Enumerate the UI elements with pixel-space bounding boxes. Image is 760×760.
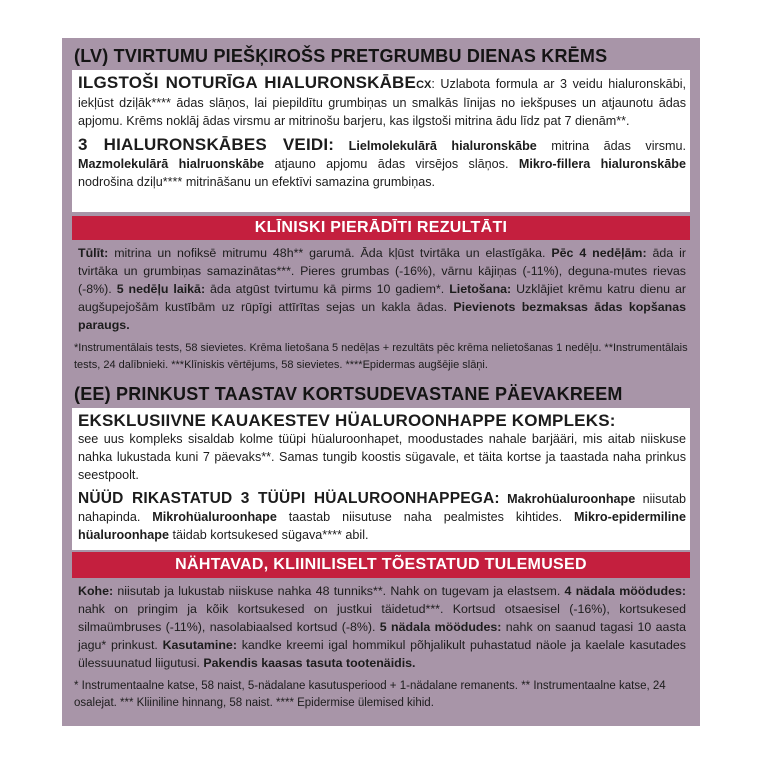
lv-results-t2: āda ir tvirtāka un grumbiņas samazinātas***. Pieres grumbas (-16%), vārnu kājiņas (-11%), deguna-mutes rievas (-8%). [78, 246, 686, 296]
ee-box2-t2: taastab niisutuse naha pealmistes kihtides. [276, 510, 575, 524]
ee-results-text [78, 582, 686, 672]
lv-results-t3: āda atgūst tvirtumu kā pirms 10 gadiem*. [205, 282, 450, 296]
ee-results-t2: nahk on pringim ja kõik kortsukesed on justkui täidetud***. Kortsud otsaesisel (-16%), kortsukesed silmaümbruses (-11%), nasolabiaalsed kortsud (-8%). [78, 602, 686, 634]
lv-box2-heading: 3 HIALURONSKĀBES VEIDI: [78, 135, 335, 154]
lv-info-text [78, 74, 686, 191]
lv-title: (LV) TVIRTUMU PIEŠĶIROŠS PRETGRUMBU DIENAS KRĒMS [74, 46, 608, 66]
lv-results-b3: 5 nedēļu laikā: [116, 282, 206, 296]
ee-box2-b1: Makrohüaluroonhape [507, 492, 636, 506]
lv-box2-t1: mitrina ādas virsmu. [536, 139, 686, 153]
ee-box2-b3: Mikro-epidermiline hüaluroonhape [78, 510, 686, 542]
ee-results-banner: NÄHTAVAD, KLIINILISELT TÕESTATUD TULEMUSED [72, 552, 690, 578]
ee-results-b3: 5 nädala möödudes: [379, 620, 502, 634]
lv-results-t1: mitrina un nofiksē mitrumu 48h** garumā. Āda kļūst tvirtāka un elastīgāka. [108, 246, 552, 260]
ee-footnote: * Instrumentaalne katse, 58 naist, 5-nädalane kasutusperiood + 1-nädalane remanents. ** Instrumentaalne katse, 24 osalejat. *** Kliiniline hinnang, 58 naist. **** Epidermise ülemised kihid. [74, 680, 666, 709]
lv-box2-b2: Mazmolekulārā hialruonskābe [78, 157, 265, 171]
lv-box2-t2: atjauno apjomu ādas virsējos slāņos. [264, 157, 519, 171]
ee-results-t4: kandke kreemi igal hommikul põhjalikult puhastatud näole ja kaelale kasutades ülessuunatud liigutusi. [78, 638, 686, 670]
lv-results-b5: Pievienots bezmaksas ādas kopšanas paraugs. [78, 300, 686, 332]
ee-results-b1: Kohe: [78, 584, 114, 598]
lv-box1-heading: ILGSTOŠI NOTURĪGA HIALURONSKĀBE [78, 73, 417, 92]
lv-box1-heading-suffix: CX [416, 79, 432, 91]
lv-results-b2: Pēc 4 nedēļām: [551, 246, 647, 260]
ee-box2-b2: Mikrohüaluroonhape [152, 510, 277, 524]
lv-box2-b3: Mikro-fillera hialuronskābe [518, 157, 686, 171]
ee-box2-t3: täidab kortsukesed sügava**** abil. [168, 528, 369, 542]
lv-box2-b1: Lielmolekulārā hialuronskābe [348, 139, 537, 153]
ee-info-text [78, 412, 686, 544]
ee-results-b5: Pakendis kaasas tasuta tootenäidis. [203, 656, 416, 670]
ee-box2-t1: niisutab nahapinda. [78, 492, 686, 524]
ee-box1-text: see uus kompleks sisaldab kolme tüüpi hüaluroonhapet, moodustades nahale barjääri, mis aitab niiskuse nahka lukustada kuni 7 päevaks**. Samas tungib koostis sügavale, et täita kortse ja taastada naha prinkus seestpoolt. [78, 432, 686, 482]
ee-results-b4: Kasutamine: [162, 638, 237, 652]
lv-results-banner: KLĪNISKI PIERĀDĪTI REZULTĀTI [72, 216, 690, 240]
ee-box1-heading: EKSKLUSIIVNE KAUAKESTEV HÜALUROONHAPPE KOMPLEKS: [78, 411, 616, 430]
ee-results-t1: niisutab ja lukustab niiskuse nahka 48 tunniks**. Nahk on tugevam ja elastsem. [113, 584, 565, 598]
lv-results-b4: Lietošana: [449, 282, 512, 296]
lv-box1-text: : Uzlabota formula ar 3 veidu hialuronskābi, iekļūst dziļāk**** ādas slāņos, lai piepildītu grumbiņas un smalkās līnijas no iekšpuses un atjaunotu ādas apjomu. Krēms noklāj ādas virsmu ar mitrinošu barjeru, kas ilgstoši mitrina ādu līdz pat 7 dienām**. [78, 77, 686, 128]
ee-box2-heading: NÜÜD RIKASTATUD 3 TÜÜPI HÜALUROONHAPPEGA: [78, 490, 500, 507]
lv-results-b1: Tūlīt: [78, 246, 109, 260]
lv-results-t4: Uzklājiet krēmu katru dienu ar augšupejošām kustībām uz rūpīgi attīrītas sejas un kakla ādas. [78, 282, 686, 314]
ee-results-t3: nahk on saanud tagasi 10 aasta jagu* prinkust. [78, 620, 686, 652]
lv-box2-t3: nodrošina dziļu**** mitrināšanu un efektīvi samazina grumbiņas. [78, 175, 436, 189]
lv-footnote: *Instrumentālais tests, 58 sievietes. Krēma lietošana 5 nedēļas + rezultāts pēc krēma nelietošanas 1 nedēļu. **Instrumentālais tests, 24 dalībnieki. ***Klīniskis vērtējums, 58 sievietes. ****Epidermas augšējie slāņi. [74, 342, 688, 371]
lv-results-text [78, 244, 686, 334]
ee-results-b2: 4 nädala möödudes: [564, 584, 686, 598]
ee-title: (EE) PRINKUST TAASTAV KORTSUDEVASTANE PÄEVAKREEM [74, 384, 623, 404]
